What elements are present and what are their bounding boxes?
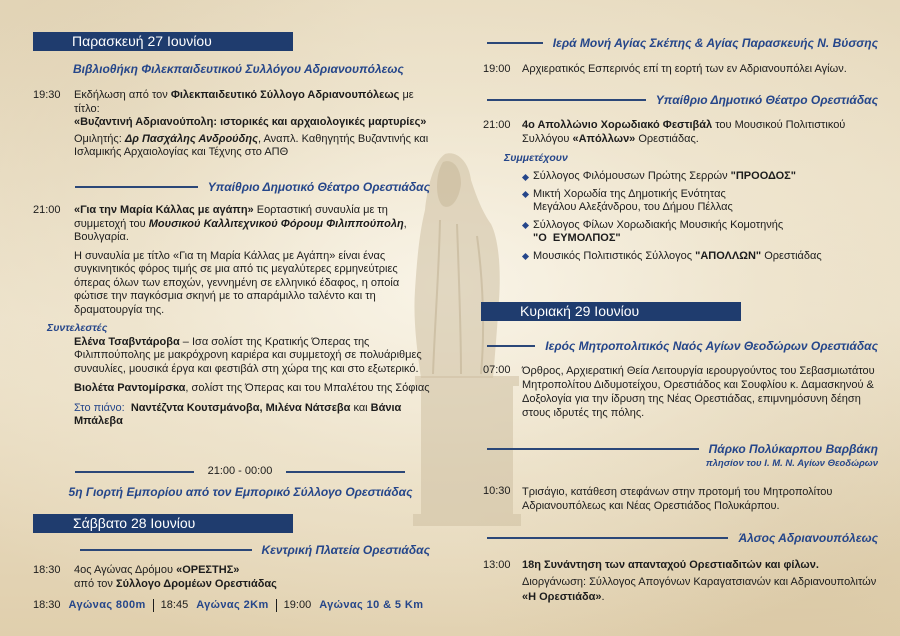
- venue-heading-theatre: [487, 93, 878, 107]
- festival-desc: του Μουσικού Πολιτιστικού Συλλόγου: [522, 119, 846, 145]
- fair-time-row: [75, 465, 405, 479]
- concert-desc: Εορταστική συναυλία με τη συμμετοχή του: [74, 204, 388, 230]
- credit-item: [74, 382, 430, 396]
- diamond-bullet-icon: [522, 173, 529, 180]
- venue-heading-park: [487, 442, 878, 456]
- day-header-label: Παρασκευή 27 Ιουνίου: [72, 33, 212, 49]
- festival-title: 4ο Απολλώνιο Χορωδιακό Φεστιβάλ: [522, 119, 713, 131]
- organizer-name: «Η Ορεστιάδα»: [522, 591, 602, 603]
- heat-name: Αγώνας 800m: [68, 599, 146, 611]
- participants-label: Συμμετέχουν: [504, 152, 568, 164]
- venue-name: Κεντρική Πλατεία Ορεστιάδας: [261, 543, 430, 557]
- concert-title: «Για την Μαρία Κάλλας με αγάπη»: [74, 204, 254, 216]
- event-time: 21:00: [483, 119, 511, 131]
- fair-time: 21:00 - 00:00: [207, 465, 273, 477]
- event-liturgy: Όρθρος, Αρχιερατική Θεία Λειτουργία ιερουργούντος του Σεβασμιωτάτου Μητροπολίτου Διδυμοτείχου, Ορεστιάδος και Σουφλίου κ. Δαμασκηνού & Δοξολογία για την ίδρυση της Νέας Ορεστιάδας, επιμνημόσυνη δέηση στους ιδρυτές της πόλης.: [522, 365, 875, 419]
- event-time: 13:00: [483, 559, 511, 571]
- list-item: [522, 170, 872, 184]
- list-item: [522, 219, 872, 246]
- event-race: [74, 564, 430, 591]
- venue-name: Ιερά Μονή Αγίας Σκέπης & Αγίας Παρασκευής Ν. Βύσσης: [552, 36, 878, 50]
- day-header-friday: [33, 32, 293, 51]
- participant-text-2: Μεγάλου Αλεξάνδρου, του Δήμου Πέλλας: [533, 201, 733, 213]
- participant-text: Σύλλογος Φίλων Χορωδιακής Μουσικής Κομοτηνής: [533, 218, 784, 231]
- heat-time: 19:00: [283, 599, 312, 611]
- divider-line: [487, 537, 728, 539]
- divider-line: [487, 42, 543, 44]
- participant-text: Σύλλογος Φιλόμουσων Πρώτης Σερρών: [533, 170, 731, 182]
- intro-end: με τίτλο:: [74, 89, 414, 115]
- venue-name: Υπαίθριο Δημοτικό Θέατρο Ορεστιάδας: [207, 180, 430, 194]
- venue-note: πλησίον του Ι. Μ. Ν. Αγίων Θεοδώρων: [705, 458, 878, 469]
- diamond-bullet-icon: [522, 191, 529, 198]
- organizer-name: Φιλεκπαιδευτικό Σύλλογο Αδριανουπόλεως: [170, 89, 400, 101]
- venue-name: Υπαίθριο Δημοτικό Θέατρο Ορεστιάδας: [655, 93, 878, 107]
- separator: [153, 599, 154, 612]
- lecture-title: «Βυζαντινή Αδριανούπολη: ιστορικές και αρχαιολογικές μαρτυρίες»: [74, 116, 427, 128]
- festival-summary: [522, 119, 878, 146]
- event-time: 18:30: [33, 564, 61, 576]
- separator: [276, 599, 277, 612]
- speaker-label: Ομιλητής:: [74, 132, 125, 145]
- participants-list: [522, 170, 872, 267]
- day-header-label: Κυριακή 29 Ιουνίου: [520, 303, 640, 319]
- event-lecture: [74, 89, 430, 160]
- piano-and: και: [350, 401, 371, 414]
- piano-label: Στο πιάνο:: [74, 401, 125, 414]
- race-heats-row: [33, 599, 423, 613]
- race-org-text: από τον: [74, 577, 116, 590]
- venue-heading-monastery: [487, 36, 878, 50]
- list-item: [522, 250, 872, 264]
- lecture-intro: [74, 89, 430, 116]
- festival-club: «Απόλλων»: [572, 132, 636, 145]
- organizer-end: .: [601, 591, 605, 603]
- heat-time: 18:30: [33, 599, 61, 611]
- credits-label: Συντελεστές: [47, 322, 108, 334]
- divider-line: [75, 471, 194, 473]
- participant-text: Μικτή Χορωδία της Δημοτικής Ενότητας: [533, 187, 726, 200]
- venue-name: Άλσος Αδριανουπόλεως: [738, 531, 878, 545]
- credit-name: Ελένα Τσαβντάροβα: [74, 335, 180, 348]
- race-club: Σύλλογο Δρομέων Ορεστιάδας: [116, 577, 277, 590]
- lecture-speaker: [74, 133, 430, 160]
- day-header-label: Σάββατο 28 Ιουνίου: [73, 515, 196, 531]
- race-organizer: [74, 578, 430, 592]
- event-time: 19:30: [33, 89, 61, 101]
- venue-name: Ιερός Μητροπολιτικός Ναός Αγίων Θεοδώρων Ορεστιάδας: [545, 339, 878, 353]
- credit-name: Βιολέτα Ραντομίρσκα: [74, 382, 186, 394]
- participant-text-end: Ορεστιάδας: [761, 249, 822, 262]
- participant-name: "ΠΡΟΟΔΟΣ": [730, 170, 796, 182]
- pianist-names: Ναντέζντα Κουτσμάνοβα, Μιλένα Νάτσεβα: [124, 401, 351, 414]
- event-festival: [522, 119, 878, 146]
- speaker-role: , Αναπλ. Καθηγητής Βυζαντινής και Ισλαμικής Αρχαιολογίας και Τέχνης στο ΑΠΘ: [74, 132, 429, 158]
- piano-credits: [74, 402, 430, 429]
- venue-name: Πάρκο Πολύκαρπου Βαρβάκη: [708, 442, 878, 456]
- event-meeting: [522, 559, 878, 605]
- meeting-title: 18η Συνάντηση των απανταχού Ορεστιαδιτών και φίλων.: [522, 559, 819, 571]
- diamond-bullet-icon: [522, 253, 529, 260]
- race-name: «ΟΡΕΣΤΗΣ»: [176, 564, 240, 576]
- day-header-saturday: [33, 514, 293, 533]
- divider-line: [80, 549, 252, 551]
- credit-text: – Ισα σολίστ της Κρατικής Όπερας της Φιλιππούπολης με μακρόχρονη καριέρα και συμμετοχή σε πολυάριθμες συναυλίες, μουσικά έργα και φεστιβάλ στη χώρα της και στο εξωτερικό.: [74, 335, 422, 375]
- venue-heading-cathedral: [487, 339, 878, 353]
- venue-heading-library: Βιβλιοθήκη Φιλεκπαιδευτικού Συλλόγου Αδριανουπόλεως: [73, 62, 404, 76]
- festival-desc-end: Ορεστιάδας.: [635, 132, 699, 145]
- heat-name: Αγώνας 10 & 5 Km: [319, 599, 424, 611]
- divider-line: [286, 471, 405, 473]
- list-item: [522, 188, 872, 215]
- event-vespers: Αρχιερατικός Εσπερινός επί τη εορτή των εν Αδριανουπόλει Αγίων.: [522, 63, 847, 75]
- concert-summary: [74, 204, 430, 245]
- participant-name: "Ο ΕΥΜΟΛΠΟΣ": [533, 232, 621, 244]
- divider-line: [487, 345, 535, 347]
- day-header-sunday: [481, 302, 741, 321]
- venue-heading-grove: [487, 531, 878, 545]
- credit-text: , σολίστ της Όπερας και του Μπαλέτου της Σόφιας: [185, 382, 430, 394]
- event-time: 21:00: [33, 204, 61, 216]
- fair-title: 5η Γιορτή Εμπορίου από τον Εμπορικό Σύλλογο Ορεστιάδας: [68, 485, 413, 499]
- participant-text: Μουσικός Πολιτιστικός Σύλλογος: [533, 249, 696, 262]
- event-memorial: Τρισάγιο, κατάθεση στεφάνων στην προτομή του Μητροπολίτου Αδριανουπόλεως και Νέας Ορεστιάδος Πολυκάρπου.: [522, 486, 833, 512]
- speaker-name: Δρ Πασχάλης Ανδρούδης: [124, 132, 258, 145]
- race-text: 4ος Αγώνας Δρόμου: [74, 564, 177, 576]
- heat-time: 18:45: [160, 599, 189, 611]
- race-line: [74, 564, 430, 578]
- meeting-organizer: [522, 575, 878, 605]
- concert-desc-end: , Βουλγαρία.: [74, 217, 407, 243]
- heat-name: Αγώνας 2Km: [196, 599, 269, 611]
- credit-item: [74, 336, 430, 377]
- event-time: 10:30: [483, 485, 511, 497]
- organizer-text: Διοργάνωση: Σύλλογος Απογόνων Καραγατσιανών και Αδριανουπολιτών: [522, 576, 877, 588]
- divider-line: [487, 99, 646, 101]
- divider-line: [75, 186, 198, 188]
- ensemble-name: Μουσικού Καλλιτεχνικού Φόρουμ Φιλιππούπολη: [148, 217, 404, 230]
- concert-about: Η συναυλία με τίτλο «Για τη Μαρία Κάλλας με Αγάπη» είναι ένας συγκινητικός φόρος τιμής σε μια από τις μεγαλύτερες ερμηνεύτριες όπερας όλων των εποχών, γεννημένη σε ελληνικό έδαφος, η οποία φώτισε την παγκόσμια σκηνή με το απαράμιλλο ταλέντο και τη δραματουργία της.: [74, 249, 400, 316]
- participant-name: "ΑΠΟΛΛΩΝ": [695, 249, 762, 262]
- venue-heading-square: [80, 543, 430, 557]
- venue-heading-theatre: [75, 180, 430, 194]
- diamond-bullet-icon: [522, 222, 529, 229]
- intro-text: Εκδήλωση από τον: [74, 89, 171, 101]
- event-time: 07:00: [483, 364, 511, 376]
- divider-line: [487, 448, 699, 450]
- pianist-last: Βάνια Μπάλεβα: [74, 401, 402, 427]
- event-time: 19:00: [483, 63, 511, 75]
